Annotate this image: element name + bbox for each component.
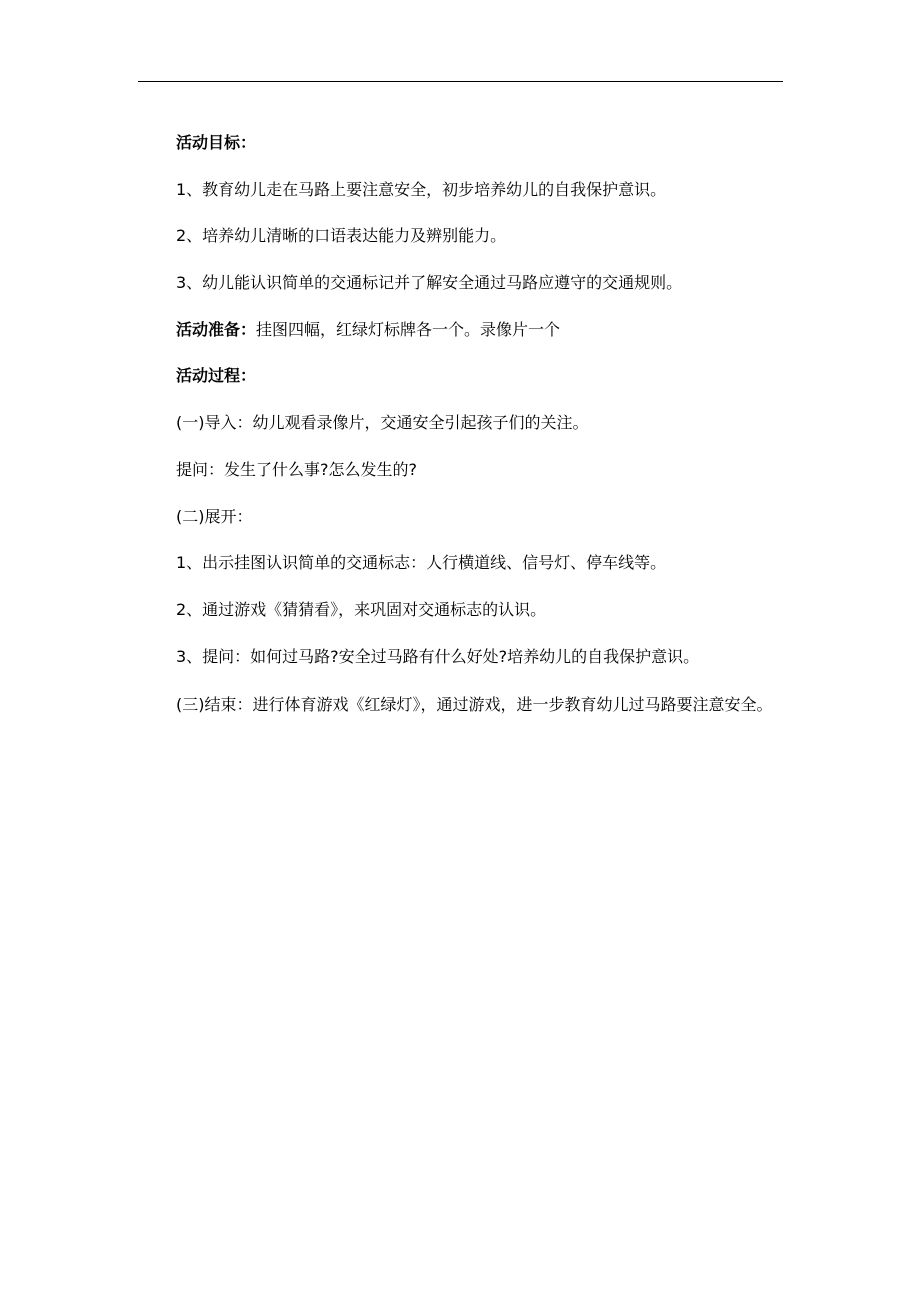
develop-step-2: 2、通过游戏《猜猜看》，来巩固对交通标志的认识。	[176, 599, 547, 619]
header-rule	[138, 81, 783, 82]
preparation-line	[138, 312, 783, 348]
preparation-label: 活动准备：	[176, 319, 257, 339]
goal-item-1: 1、教育幼儿走在马路上要注意安全，初步培养幼儿的自我保护意识。	[176, 179, 667, 199]
develop-step-3: 3、提问：如何过马路?安全过马路有什么好处?培养幼儿的自我保护意识。	[176, 646, 700, 666]
process-heading: 活动过程：	[176, 366, 257, 386]
develop-heading: (二)展开：	[176, 506, 253, 526]
develop-step-1: 1、出示挂图认识简单的交通标志：人行横道线、信号灯、停车线等。	[176, 553, 667, 573]
intro-question: 提问：发生了什么事?怎么发生的?	[176, 459, 417, 479]
intro-line: (一)导入：幼儿观看录像片，交通安全引起孩子们的关注。	[176, 413, 589, 433]
goal-item-2: 2、培养幼儿清晰的口语表达能力及辨别能力。	[176, 226, 507, 246]
preparation-text: 挂图四幅，红绿灯标牌各一个。录像片一个	[256, 319, 561, 339]
document-body	[138, 125, 783, 736]
goal-heading: 活动目标：	[176, 133, 257, 152]
ending-paragraph: (三)结束：进行体育游戏《红绿灯》，通过游戏，进一步教育幼儿过马路要注意安全。	[176, 695, 773, 715]
goal-item-3: 3、幼儿能认识简单的交通标记并了解安全通过马路应遵守的交通规则。	[176, 273, 683, 293]
